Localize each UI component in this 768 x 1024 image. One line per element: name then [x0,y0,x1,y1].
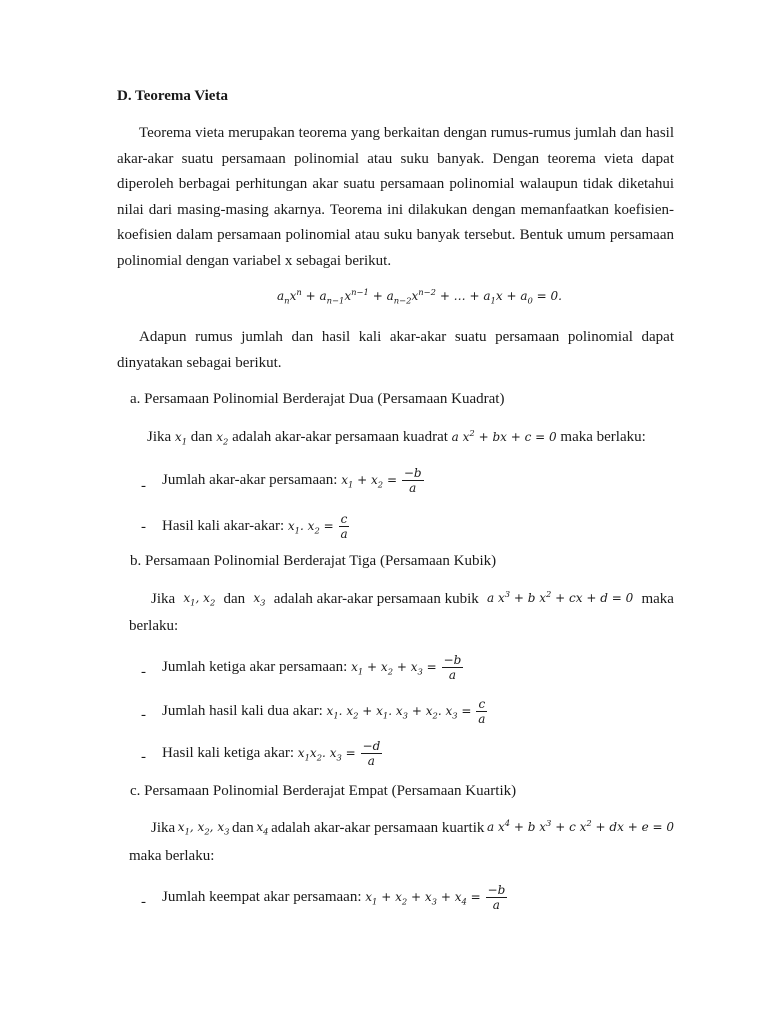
bullet: - [141,749,146,765]
bullet: - [141,664,146,680]
section-a-jika-line: Jika $x_1$ dan $x_2$ adalah akar-akar persamaan kuadrat a $x^2$ + bx + c = 0 maka berlaku: [147,428,646,447]
section-b-product: Hasil kali ketiga akar: $x_1x_2$. $x_3$ = $\frac{-d}{a}$ [162,739,381,768]
section-a-product: Hasil kali akar-akar: $x_1$. $x_2$ = $\frac{c}{a}$ [162,512,348,541]
general-polynomial-formula: $a_nx^n + a_{n-1}x^{n-1} + a_{n-2}x^{n-2}$ + … + $a_1x + a_0 = 0$. [277,287,562,306]
section-b-berlaku: berlaku: [129,618,179,634]
section-c-title: c. Persamaan Polinomial Berderajat Empat (Persamaan Kuartik) [130,783,517,799]
section-heading: D. Teorema Vieta [117,88,228,104]
section-a-sum: Jumlah akar-akar persamaan: $x_1 + x_2$ = $\frac{-b}{a}$ [162,466,422,495]
intro-paragraph: Teorema vieta merupakan teorema yang berkaitan dengan rumus-rumus jumlah dan hasil akar-akar suatu persamaan polinomial atau suku banyak. Dengan teorema vieta dapat diperoleh berbagai perhitungan akar suatu persamaan polinomial walaupun tidak diketahui nilai dari masing-masing akarnya. Teorema ini dilakukan dengan memanfaatkan koefisien-koefisien dalam persamaan polinomial atau suku banyak tersebut. Bentuk umum persamaan polinomial dengan variabel x sebagai berikut. [117,125,674,269]
section-b-jika-line: Jika $x_1$, $x_2$ dan $x_3$ adalah akar-akar persamaan kubik a $x^3 + b$ $x^2$ + cx + d = 0 maka [151,589,674,608]
section-a-title: a. Persamaan Polinomial Berderajat Dua (Persamaan Kuadrat) [130,391,505,407]
section-c-berlaku: maka berlaku: [129,848,215,864]
section-b-title: b. Persamaan Polinomial Berderajat Tiga (Persamaan Kubik) [130,553,497,569]
section-c-jika-line: Jika $x_1$, $x_2$, $x_3$ dan $x_4$ adalah akar-akar persamaan kuartik a $x^4 + b$ $x^3 + c$ $x^2$ + dx + e = 0 [151,818,674,837]
section-c-sum: Jumlah keempat akar persamaan: $x_1 + x_2 + x_3 + x_4$ = $\frac{-b}{a}$ [162,883,506,912]
bullet: - [141,478,146,494]
adapun-paragraph: Adapun rumus jumlah dan hasil kali akar-akar suatu persamaan polinomial dapat dinyatakan sebagai berikut. [117,329,674,371]
bullet: - [141,707,146,723]
bullet: - [141,519,146,535]
section-b-pair-sum: Jumlah hasil kali dua akar: $x_1$. $x_2 + x_1$. $x_3 + x_2$. $x_3$ = $\frac{c}{a}$ [162,697,486,726]
section-b-sum: Jumlah ketiga akar persamaan: $x_1 + x_2 + x_3$ = $\frac{-b}{a}$ [162,653,462,682]
bullet: - [141,894,146,910]
